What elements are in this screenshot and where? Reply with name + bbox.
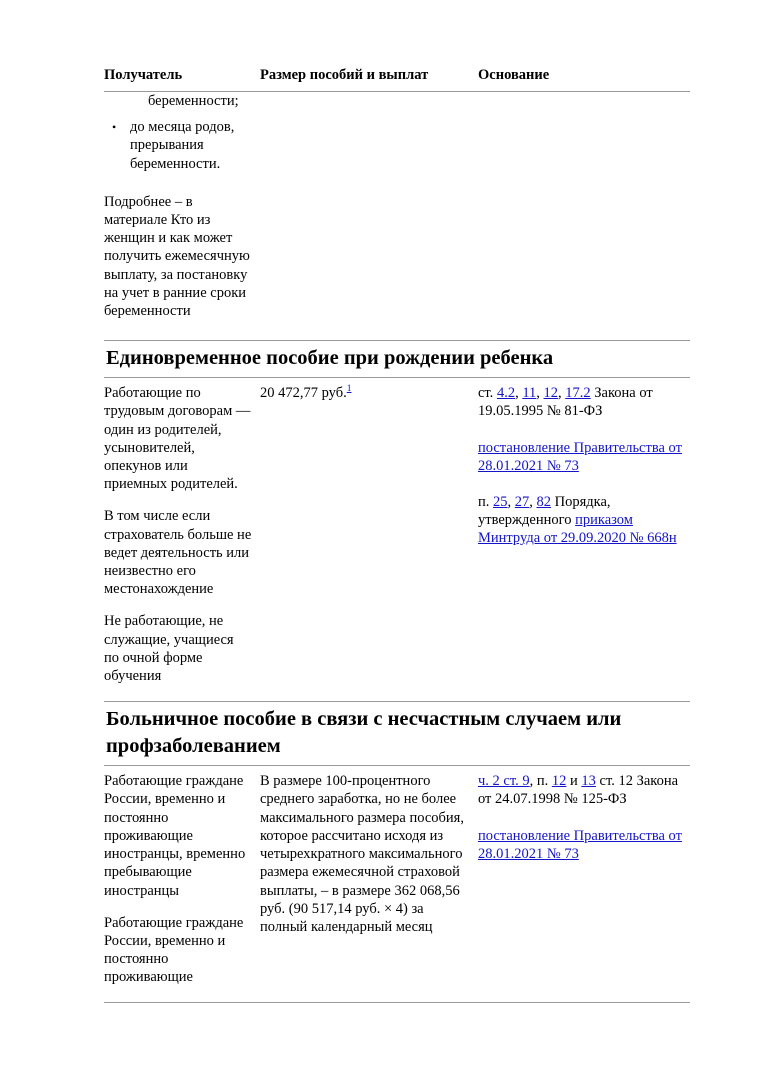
table-row-continued (104, 92, 690, 320)
amount-cell (260, 384, 478, 402)
article-link[interactable]: 11 (522, 385, 537, 402)
page-bottom-divider (104, 1002, 690, 1003)
clause-link[interactable]: 82 (536, 494, 552, 511)
column-header-basis: Основание (478, 67, 550, 83)
recipient-cell (104, 772, 260, 986)
basis-cell (478, 772, 690, 863)
recipient-paragraph: Работающие по трудовым договорам — один из родителей, усыновителей, опекунов или приемных родителей. (104, 385, 251, 493)
table-row-accident-benefit (104, 772, 690, 986)
amount-value-line (260, 384, 470, 402)
recipient-cell-continued (104, 92, 260, 320)
amount-description: В размере 100-процентного среднего заработка, но не более максимального размера пособия, которое рассчитано исходя из четырехкратного максимального размера ежемесячной страховой выплаты, – в размере 362 068,56 руб. (90 517,14 руб. × 4) за полный календарный месяц (260, 773, 464, 935)
basis-mid-text: Порядка, утвержденного (478, 494, 611, 529)
article-link[interactable]: 17.2 (565, 385, 591, 402)
recipient-cell (104, 384, 260, 685)
basis-prefix: ст. (478, 385, 497, 402)
amount-cell (260, 772, 478, 936)
clause-link[interactable]: 13 (581, 773, 596, 790)
article-link[interactable]: 4.2 (496, 385, 516, 402)
spacer (104, 173, 252, 193)
spacer (104, 685, 690, 697)
basis-cell (478, 384, 690, 547)
basis-prefix: , п. (529, 773, 552, 790)
amount-value: 20 472,77 руб. (260, 385, 347, 402)
basis-block-law-125fz (478, 772, 690, 808)
article-link[interactable]: 12 (543, 385, 559, 402)
recipient-paragraph: Работающие граждане России, временно и постоянно проживающие иностранцы, временно пребывающие иностранцы (104, 773, 246, 899)
section-heading-birth-benefit: Единовременное пособие при рождении ребенка (104, 340, 690, 378)
column-header-amount: Размер пособий и выплат (260, 67, 429, 83)
continued-lead-text: беременности; (148, 93, 239, 109)
section-heading-accident-benefit: Больничное пособие в связи с несчастным случаем или профзаболеванием (104, 701, 690, 766)
recipient-paragraph: Не работающие, не служащие, учащиеся по очной форме обучения (104, 613, 234, 685)
column-header-recipient: Получатель (104, 67, 183, 83)
basis-joiner: и (566, 773, 582, 790)
basis-suffix: ст. 12 Закона от 24.07.1998 № 125-ФЗ (478, 773, 679, 808)
government-decree-link[interactable]: постановление Правительства от 28.01.2021 № 73 (478, 439, 682, 474)
table-header-row (104, 66, 690, 91)
basis-block-government-decree (478, 827, 690, 863)
clause-link[interactable]: 27 (514, 494, 530, 511)
footnote-marker[interactable] (347, 384, 352, 394)
basis-block-government-decree (478, 439, 690, 475)
benefits-table (104, 66, 690, 987)
basis-block-order-668n: п. 25, 27, 82 Порядка, утвержденного приказом Минтруда от 29.09.2020 № 668н (478, 494, 677, 547)
recipient-paragraph: Работающие граждане России, временно и постоянно проживающие (104, 914, 244, 986)
recipient-bullet-list (104, 118, 252, 173)
list-item: • до месяца родов, прерывания беременности. (130, 118, 252, 173)
clause-link[interactable]: 25 (493, 494, 508, 511)
continued-note-text: Подробнее – в материале Кто из женщин и как может получить ежемесячную выплату, за постановку на учет в ранние сроки беременности (104, 193, 250, 320)
table-row-birth-benefit (104, 384, 690, 685)
recipient-paragraph: В том числе если страхователь больше не ведет деятельность или неизвестно его местонахождение (104, 508, 252, 598)
basis-suffix: Закона от 19.05.1995 № 81-ФЗ (478, 385, 653, 420)
government-decree-link[interactable]: постановление Правительства от 28.01.2021 № 73 (478, 827, 682, 862)
clause-link[interactable]: 12 (551, 773, 567, 790)
footnote-link[interactable]: 1 (346, 384, 352, 395)
basis-block-law-81fz: ст. 4.2, 11, 12, 17.2 Закона от 19.05.1995 № 81-ФЗ (478, 385, 653, 420)
spacer (104, 320, 690, 336)
basis-prefix: п. (478, 494, 494, 511)
article-link[interactable]: ч. 2 ст. 9 (478, 773, 530, 790)
mintrud-order-link[interactable]: приказом Минтруда от 29.09.2020 № 668н (478, 512, 677, 547)
